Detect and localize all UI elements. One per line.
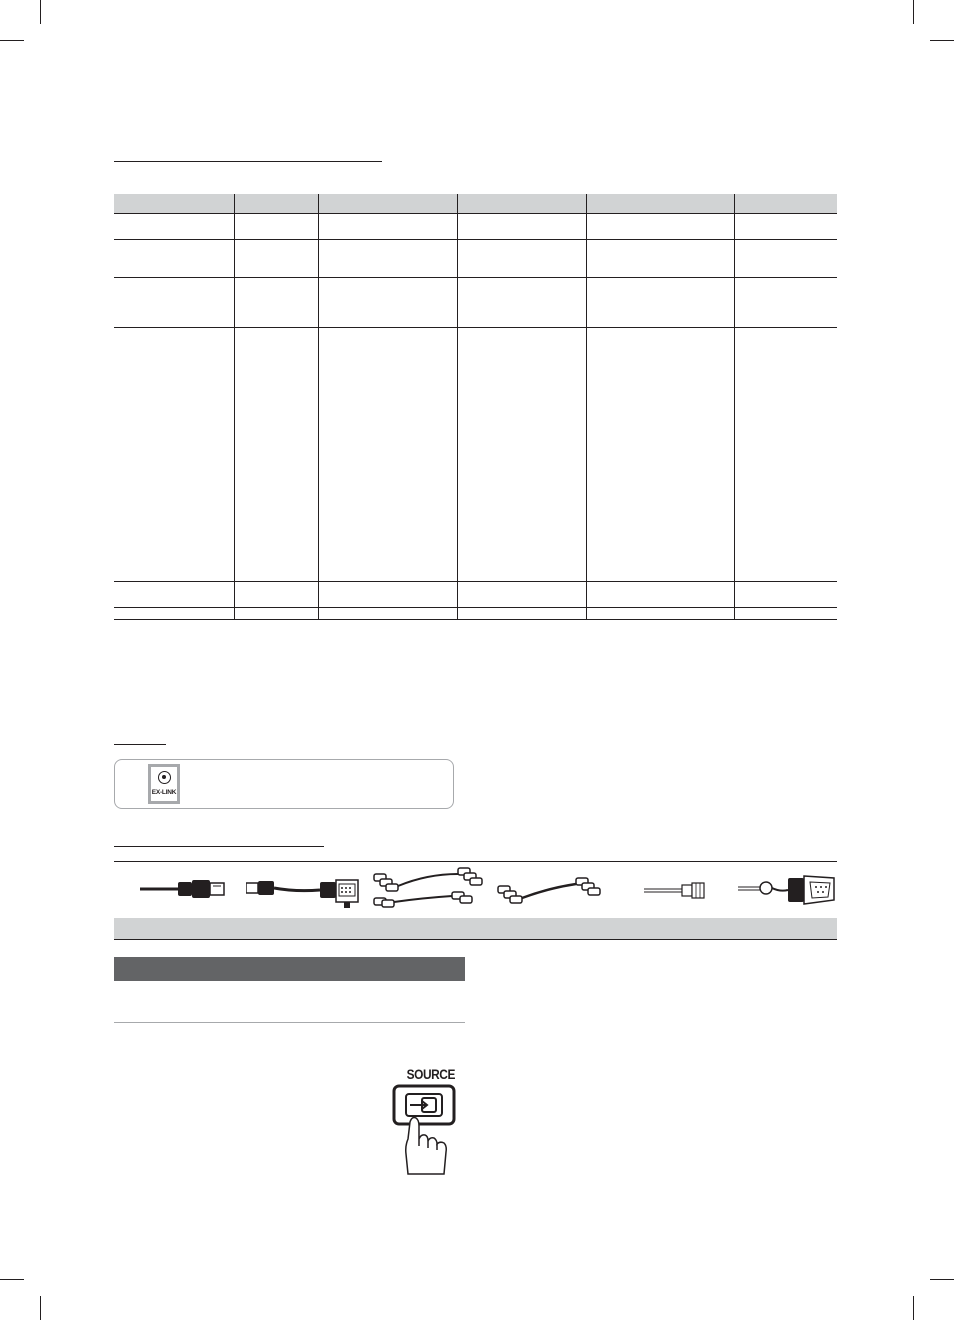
coaxial-cable-icon [644,880,714,900]
section-header-bar [114,957,465,981]
table-header-row [114,194,837,213]
table-column-divider [457,194,458,620]
table-bottom-border [114,619,837,620]
table-row-divider [114,327,837,328]
section-divider [114,1022,465,1023]
cables-table-bottom-border [114,939,837,940]
source-button-label: SOURCE [406,1066,455,1082]
table-column-divider [586,194,587,620]
component-cable-icon [372,864,484,912]
cables-heading-underline [114,846,324,847]
source-button-icon[interactable] [388,1084,460,1179]
table-column-divider [234,194,235,620]
pointing-hand-icon [406,1118,447,1175]
table-row-divider [114,277,837,278]
d-sub-cable-icon [738,870,838,910]
table-row-divider [114,581,837,582]
exlink-heading-underline [114,744,166,745]
exlink-jack-label: EX-LINK [151,789,177,796]
av-cable-icon [494,874,606,910]
table-row-divider [114,213,837,214]
exlink-note-box [114,759,454,809]
hdmi-cable-icon [140,876,230,902]
hdmi-dvi-cable-icon [246,874,364,910]
cables-name-row [114,918,837,939]
jack-ring-icon [158,771,171,784]
table-column-divider [318,194,319,620]
table-row-divider [114,607,837,608]
section-heading-underline [114,161,382,162]
table-row-divider [114,239,837,240]
exlink-jack-icon [148,764,180,804]
cables-table-top-border [114,861,837,862]
table-column-divider [734,194,735,620]
